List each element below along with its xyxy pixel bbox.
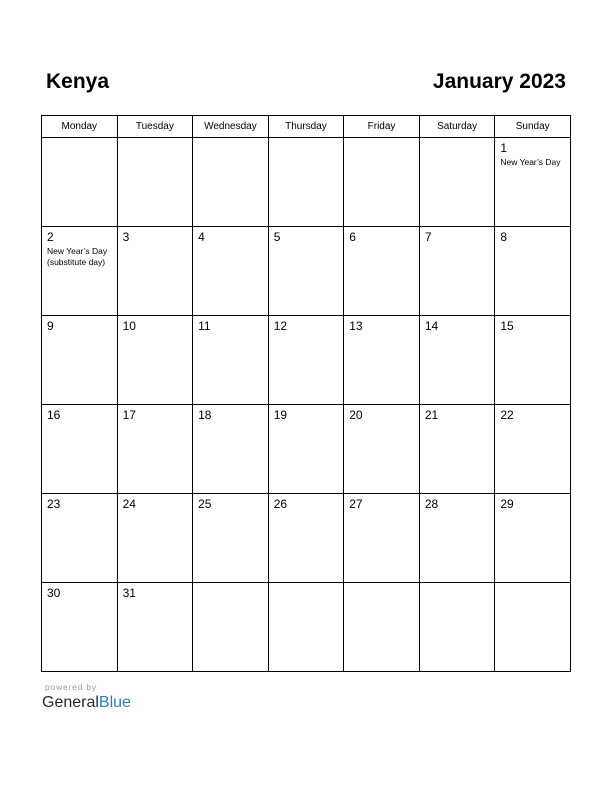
day-cell: [419, 405, 495, 494]
day-number: [269, 138, 344, 142]
day-number: 21: [424, 408, 439, 422]
day-number: 19: [273, 408, 288, 422]
day-cell: [344, 494, 420, 583]
day-cell: [268, 405, 344, 494]
weekday-header: Sunday: [495, 116, 571, 138]
weekday-header: Thursday: [268, 116, 344, 138]
day-number: 11: [198, 319, 211, 333]
day-cell: [42, 138, 118, 227]
brand-blue: Blue: [98, 694, 131, 711]
day-number: [42, 138, 117, 142]
weekday-header: Friday: [344, 116, 420, 138]
day-number: 12: [273, 319, 288, 333]
day-cell: [268, 583, 344, 672]
day-number: 20: [349, 408, 363, 422]
day-cell: [419, 583, 495, 672]
day-cell: [268, 138, 344, 227]
day-cell: [495, 227, 571, 316]
calendar-grid: [41, 115, 571, 672]
day-number: 25: [198, 497, 212, 511]
weekday-header: Tuesday: [117, 116, 193, 138]
day-number: 23: [47, 497, 61, 511]
day-cell: [193, 494, 269, 583]
day-cell: [42, 227, 118, 316]
day-cell: [117, 227, 193, 316]
holiday-label: New Year’s Day: [500, 157, 561, 167]
day-cell: [193, 583, 269, 672]
day-number: 27: [349, 497, 363, 511]
day-cell: [344, 227, 420, 316]
day-number: 30: [47, 586, 61, 600]
day-number: 17: [122, 408, 136, 422]
day-cell: [495, 138, 571, 227]
calendar-body: [42, 138, 571, 672]
day-cell: [193, 138, 269, 227]
day-number: [344, 138, 419, 142]
holiday-label: New Year’s Day (substitute day): [47, 246, 108, 267]
day-cell: [344, 405, 420, 494]
day-number: 9: [47, 319, 54, 333]
day-number: 1: [500, 141, 508, 155]
day-cell: [117, 583, 193, 672]
day-cell: [117, 138, 193, 227]
day-number: 4: [198, 230, 205, 244]
brand-general: General: [42, 694, 99, 711]
day-number: [495, 583, 570, 587]
day-cell: [419, 227, 495, 316]
day-number: 26: [273, 497, 288, 511]
day-number: [118, 138, 193, 142]
day-cell: [344, 316, 420, 405]
day-cell: [344, 138, 420, 227]
day-cell: [344, 583, 420, 672]
country-title: Kenya: [46, 70, 110, 93]
day-number: [269, 583, 344, 587]
day-cell: [419, 138, 495, 227]
powered-by-text: powered by: [45, 682, 97, 692]
day-number: [193, 583, 268, 587]
day-number: 14: [424, 319, 439, 333]
day-number: 18: [198, 408, 212, 422]
calendar-header: [46, 70, 566, 100]
day-number: 13: [349, 319, 363, 333]
day-number: 6: [349, 230, 356, 244]
day-number: [420, 583, 495, 587]
day-cell: [268, 227, 344, 316]
week-row: [42, 494, 571, 583]
day-cell: [193, 227, 269, 316]
day-cell: [117, 494, 193, 583]
day-cell: [419, 494, 495, 583]
day-cell: [419, 316, 495, 405]
week-row: [42, 405, 571, 494]
day-number: 5: [273, 230, 281, 244]
month-title: January 2023: [432, 70, 566, 93]
day-number: [420, 138, 495, 142]
weekday-header: Wednesday: [193, 116, 269, 138]
day-number: 28: [424, 497, 439, 511]
day-cell: [42, 405, 118, 494]
week-row: [42, 227, 571, 316]
weekday-header-row: [42, 116, 571, 138]
day-number: 15: [500, 319, 514, 333]
day-cell: [193, 405, 269, 494]
weekday-header: Monday: [42, 116, 118, 138]
day-cell: [193, 316, 269, 405]
day-cell: [268, 316, 344, 405]
day-cell: [495, 494, 571, 583]
day-cell: [42, 494, 118, 583]
day-number: 24: [122, 497, 136, 511]
day-number: 29: [500, 497, 514, 511]
week-row: [42, 138, 571, 227]
day-number: 8: [500, 230, 508, 244]
footer: [42, 682, 131, 712]
day-cell: [117, 316, 193, 405]
day-number: 22: [500, 408, 514, 422]
day-cell: [42, 316, 118, 405]
week-row: [42, 583, 571, 672]
generalblue-logo: [42, 694, 131, 712]
day-number: [344, 583, 419, 587]
week-row: [42, 316, 571, 405]
day-number: 7: [424, 230, 432, 244]
day-cell: [117, 405, 193, 494]
day-cell: [268, 494, 344, 583]
day-number: 10: [122, 319, 136, 333]
day-number: 16: [47, 408, 61, 422]
day-cell: [495, 316, 571, 405]
day-number: 3: [122, 230, 130, 244]
day-cell: [495, 405, 571, 494]
day-cell: [42, 583, 118, 672]
day-number: 2: [47, 230, 54, 244]
day-number: 31: [122, 586, 136, 600]
weekday-header: Saturday: [419, 116, 495, 138]
day-cell: [495, 583, 571, 672]
day-number: [193, 138, 268, 142]
